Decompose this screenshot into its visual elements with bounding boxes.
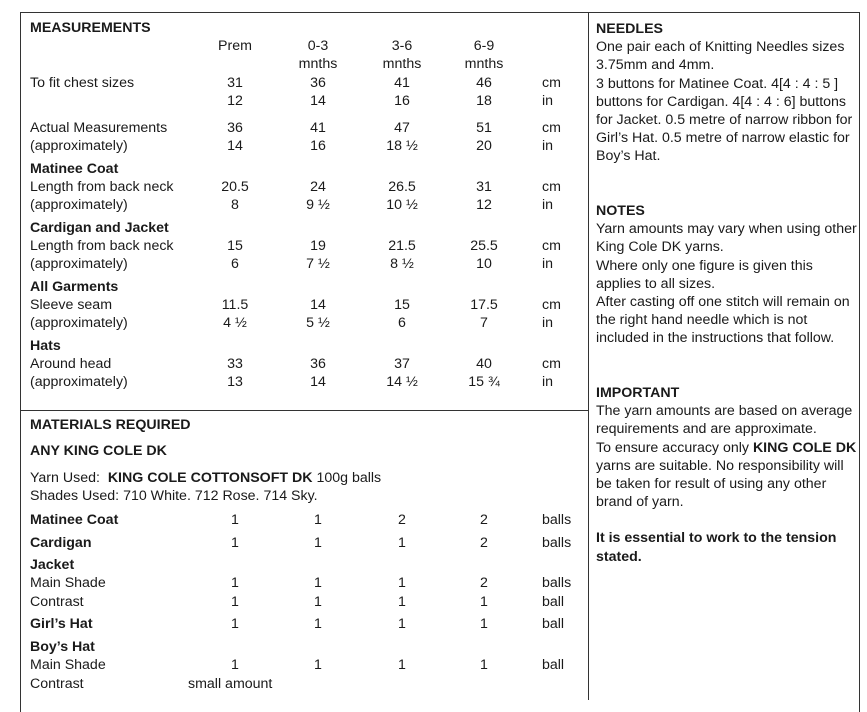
jacket-main-value: 1	[314, 575, 322, 591]
value-in: 8 ½	[390, 256, 414, 272]
cardigan-value: 1	[398, 535, 406, 551]
value-in: 18 ½	[386, 138, 418, 154]
value-cm: 36	[310, 75, 326, 91]
needles-block	[596, 20, 858, 166]
girls-hat-value: 1	[480, 616, 488, 632]
value-in: 4 ½	[223, 315, 247, 331]
value-in: 16	[394, 93, 410, 109]
buttons-text: 3 buttons for Matinee Coat. 4[4 : 4 : 5 ] buttons for Cardigan. 4[4 : 4 : 6] buttons for Jacket. 0.5 metre of narrow ribbon for Girl’s Hat. 0.5 metre of narrow elastic for Boy’s Hat.	[596, 75, 853, 165]
value-in: 10 ½	[386, 197, 418, 213]
row-label-sub: (approximately)	[30, 374, 128, 390]
value-cm: 33	[227, 356, 243, 372]
unit-in: in	[542, 93, 554, 109]
jacket-contrast-value: 1	[480, 594, 488, 610]
measurements-title: MEASUREMENTS	[30, 20, 151, 36]
matinee-value: 1	[231, 512, 239, 528]
row-label: Sleeve seam	[30, 297, 113, 313]
unit-cm: cm	[542, 179, 561, 195]
notes-block	[596, 202, 858, 348]
jacket-contrast-value: 1	[231, 594, 239, 610]
row-label: Length from back neck	[30, 238, 174, 254]
value-cm: 31	[476, 179, 492, 195]
girls-hat-value: 1	[314, 616, 322, 632]
materials-subtitle: ANY KING COLE DK	[30, 443, 167, 459]
size-header-unit: mnths	[382, 56, 422, 72]
unit-cm: cm	[542, 297, 561, 313]
size-header-unit: mnths	[298, 56, 338, 72]
value-cm: 25.5	[470, 238, 498, 254]
boys-hat-main-label: Main Shade	[30, 657, 106, 673]
value-in: 14	[310, 93, 326, 109]
yarn-used-prefix: Yarn Used:	[30, 470, 100, 486]
value-in: 12	[476, 197, 492, 213]
value-in: 12	[227, 93, 243, 109]
boys-hat-main-value: 1	[398, 657, 406, 673]
unit-in: in	[542, 374, 554, 390]
boys-hat-heading: Boy’s Hat	[30, 639, 95, 655]
matinee-value: 2	[480, 512, 488, 528]
notes-line-1: Yarn amounts may vary when using other King Cole DK yarns.	[596, 221, 857, 256]
important-title: IMPORTANT	[596, 385, 680, 401]
row-label: To fit chest sizes	[30, 75, 135, 91]
boys-hat-contrast-value: small amount	[188, 676, 273, 692]
notes-title: NOTES	[596, 203, 645, 219]
jacket-contrast-value: 1	[314, 594, 322, 610]
boys-hat-main-unit: ball	[542, 657, 565, 673]
value-in: 14	[227, 138, 243, 154]
size-header-unit: mnths	[464, 56, 504, 72]
jacket-main-label: Main Shade	[30, 575, 106, 591]
row-label: Actual Measurements	[30, 120, 168, 136]
value-cm: 36	[310, 356, 326, 372]
matinee-value: 2	[398, 512, 406, 528]
jacket-contrast-value: 1	[398, 594, 406, 610]
row-label: Length from back neck	[30, 179, 174, 195]
value-in: 7	[480, 315, 488, 331]
value-in: 15 ¾	[468, 374, 500, 390]
boys-hat-main-value: 1	[480, 657, 488, 673]
value-cm: 15	[394, 297, 410, 313]
size-header: 6-9	[473, 38, 495, 54]
yarn-used-line	[30, 469, 381, 487]
important-line-1: The yarn amounts are based on average requirements and are approximate.	[596, 403, 853, 438]
value-in: 8	[231, 197, 239, 213]
value-cm: 11.5	[221, 297, 249, 313]
tension-note: It is essential to work to the tension stated.	[596, 530, 837, 565]
value-cm: 36	[227, 120, 243, 136]
value-cm: 17.5	[470, 297, 498, 313]
value-cm: 21.5	[388, 238, 416, 254]
value-cm: 47	[394, 120, 410, 136]
boys-hat-contrast-label: Contrast	[30, 676, 84, 692]
cardigan-value: 1	[314, 535, 322, 551]
jacket-main-value: 2	[480, 575, 488, 591]
jacket-contrast-label: Contrast	[30, 594, 84, 610]
jacket-contrast-unit: ball	[542, 594, 565, 610]
value-cm: 19	[310, 238, 326, 254]
section-heading: Cardigan and Jacket	[30, 220, 169, 236]
value-in: 9 ½	[306, 197, 330, 213]
section-divider	[20, 410, 588, 411]
important-line-2	[596, 439, 858, 512]
value-cm: 24	[310, 179, 326, 195]
value-cm: 41	[310, 120, 326, 136]
unit-cm: cm	[542, 238, 561, 254]
value-in: 13	[227, 374, 243, 390]
cardigan-value: 2	[480, 535, 488, 551]
size-header: Prem	[218, 38, 252, 54]
value-in: 6	[231, 256, 239, 272]
jacket-main-value: 1	[398, 575, 406, 591]
boys-hat-main-value: 1	[314, 657, 322, 673]
important-brand: KING COLE DK	[752, 439, 857, 456]
row-label-sub: (approximately)	[30, 256, 128, 272]
jacket-main-value: 1	[231, 575, 239, 591]
value-cm: 51	[476, 120, 492, 136]
notes-line-2: Where only one figure is given this applies to all sizes.	[596, 257, 813, 292]
value-cm: 14	[310, 297, 326, 313]
unit-cm: cm	[542, 120, 561, 136]
unit-in: in	[542, 256, 554, 272]
unit-in: in	[542, 197, 554, 213]
section-heading: Hats	[30, 338, 61, 354]
important-text-a: To ensure accuracy only	[596, 439, 753, 456]
row-label: Around head	[30, 356, 112, 372]
matinee-label: Matinee Coat	[30, 512, 119, 528]
matinee-value: 1	[314, 512, 322, 528]
unit-in: in	[542, 315, 554, 331]
girls-hat-value: 1	[231, 616, 239, 632]
value-cm: 41	[394, 75, 410, 91]
boys-hat-main-value: 1	[231, 657, 239, 673]
value-cm: 46	[476, 75, 492, 91]
girls-hat-value: 1	[398, 616, 406, 632]
value-in: 18	[476, 93, 492, 109]
value-cm: 26.5	[388, 179, 416, 195]
jacket-heading: Jacket	[30, 557, 75, 573]
cardigan-unit: balls	[542, 535, 572, 551]
value-cm: 15	[227, 238, 243, 254]
value-cm: 20.5	[221, 179, 249, 195]
needles-text: One pair each of Knitting Needles sizes 3.75mm and 4mm.	[596, 39, 845, 74]
value-cm: 37	[394, 356, 410, 372]
value-in: 5 ½	[306, 315, 330, 331]
unit-in: in	[542, 138, 554, 154]
value-cm: 40	[476, 356, 492, 372]
size-header: 0-3	[307, 38, 329, 54]
cardigan-value: 1	[231, 535, 239, 551]
materials-title: MATERIALS REQUIRED	[30, 417, 191, 433]
matinee-unit: balls	[542, 512, 572, 528]
girls-hat-unit: ball	[542, 616, 565, 632]
value-in: 7 ½	[306, 256, 330, 272]
value-in: 6	[398, 315, 406, 331]
shades-used-line: Shades Used: 710 White. 712 Rose. 714 Sky.	[30, 488, 318, 504]
important-block	[596, 384, 858, 566]
girls-hat-label: Girl’s Hat	[30, 616, 93, 632]
value-in: 14	[310, 374, 326, 390]
value-in: 16	[310, 138, 326, 154]
row-label-sub: (approximately)	[30, 315, 128, 331]
yarn-name: KING COLE COTTONSOFT DK	[107, 470, 313, 486]
section-heading: All Garments	[30, 279, 119, 295]
jacket-main-unit: balls	[542, 575, 572, 591]
unit-cm: cm	[542, 356, 561, 372]
cardigan-label: Cardigan	[30, 535, 92, 551]
needles-title: NEEDLES	[596, 21, 664, 37]
section-heading: Matinee Coat	[30, 161, 119, 177]
value-cm: 31	[227, 75, 243, 91]
value-in: 10	[476, 256, 492, 272]
value-in: 20	[476, 138, 492, 154]
notes-line-3: After casting off one stitch will remain on the right hand needle which is not included in the instructions that follow.	[596, 294, 850, 347]
value-in: 14 ½	[386, 374, 418, 390]
unit-cm: cm	[542, 75, 561, 91]
yarn-used-suffix: 100g balls	[316, 470, 382, 486]
row-label-sub: (approximately)	[30, 138, 128, 154]
row-label-sub: (approximately)	[30, 197, 128, 213]
important-text-c: yarns are suitable. No responsibility will be taken for result of using any other brand of yarn.	[596, 457, 844, 511]
column-divider	[588, 12, 589, 700]
size-header: 3-6	[391, 38, 413, 54]
